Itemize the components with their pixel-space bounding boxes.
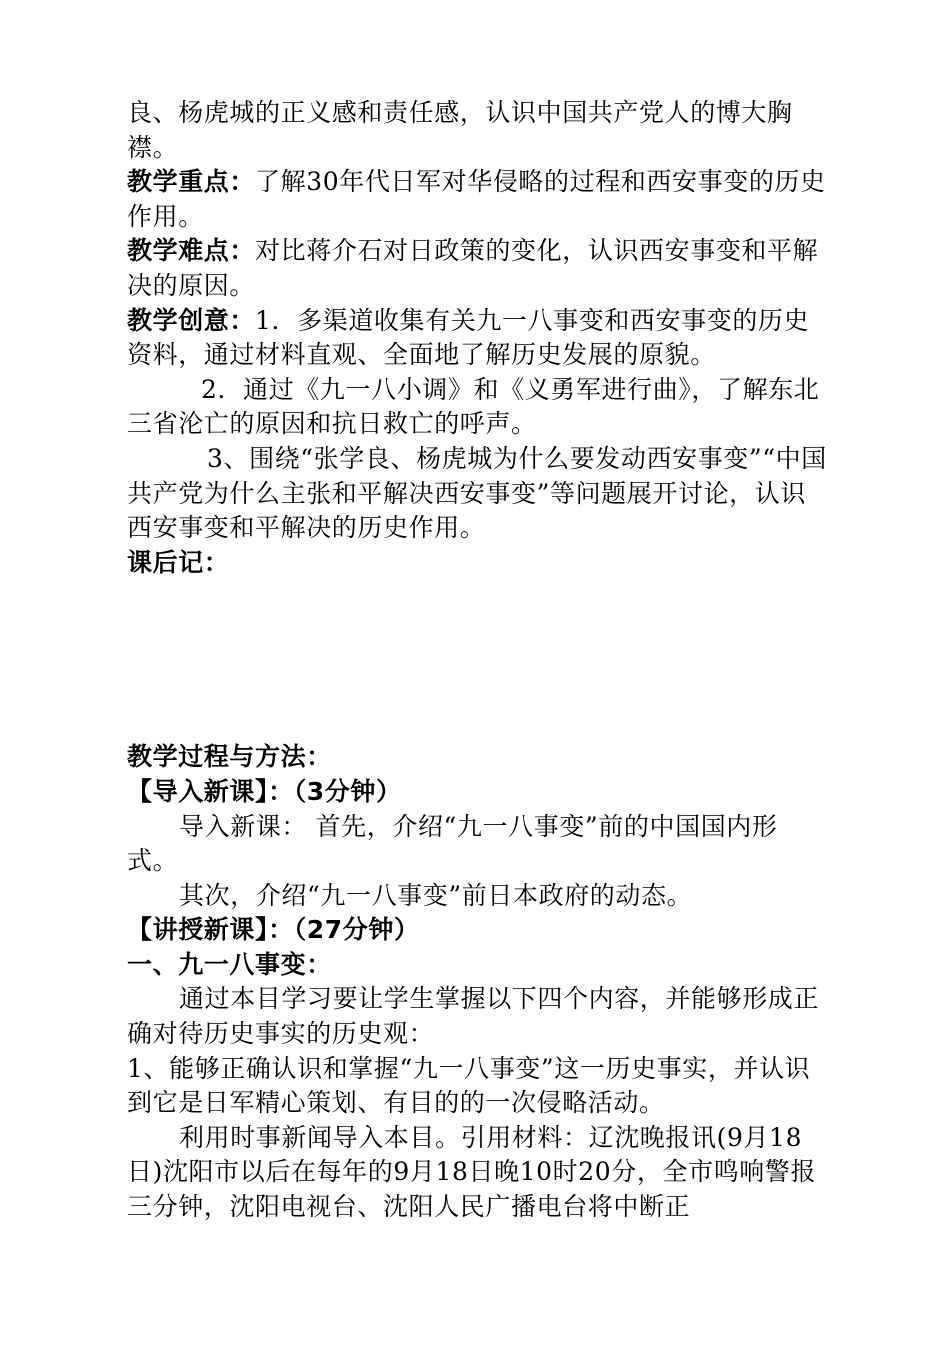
creativity-item-1: 1．多渠道收集有关九一八事变和西安事变的历史资料，通过材料直观、全面地了解历史发展的原貌。: [127, 305, 810, 370]
section-1-paragraph-1: 通过本目学习要让学生掌握以下四个内容，并能够形成正确对待历史事实的历史观：: [127, 984, 820, 1049]
section-1-paragraph-2: 1、能够正确认识和掌握“九一八事变”这一历史事实，并认识到它是日军精心策划、有目的的一次侵略活动。: [127, 1053, 811, 1118]
creativity-item-3: 3、围绕“张学良、杨虎城为什么要发动西安事变”“中国共产党为什么主张和平解决西安事变”等问题展开讨论，认识西安事变和平解决的历史作用。: [127, 443, 827, 543]
key-points: [127, 165, 827, 234]
objectives-tail: 良、杨虎城的正义感和责任感，认识中国共产党人的博大胸襟。: [127, 98, 793, 162]
document-body: [127, 96, 827, 1225]
creativity-item-2: 2．通过《九一八小调》和《义勇军进行曲》，了解东北三省沦亡的原因和抗日救亡的呼声。: [127, 374, 820, 439]
difficulties-text: 对比蒋介石对日政策的变化，认识西安事变和平解决的原因。: [127, 236, 819, 300]
after-class-label: 课后记：: [127, 547, 230, 577]
teach-heading: 【讲授新课】：（27分钟）: [127, 915, 420, 945]
difficulties-label: 教学难点：: [127, 236, 256, 266]
section-1-paragraph-3: 利用时事新闻导入本目。引用材料：辽沈晚报讯(9月18日)沈阳市以后在每年的9月18日晚10时20分，全市鸣响警报三分钟，沈阳电视台、沈阳人民广播电台将中断正: [127, 1122, 817, 1222]
intro-heading: 【导入新课】：（3分钟）: [127, 776, 402, 806]
difficulties: [127, 234, 827, 303]
process-heading: 教学过程与方法：: [127, 742, 332, 772]
section-1-heading: 一、九一八事变：: [127, 949, 332, 979]
creativity: [127, 304, 827, 373]
intro-paragraph-2: 其次，介绍“九一八事变”前日本政府的动态。: [179, 880, 693, 910]
intro-paragraph-1: 导入新课： 首先，介绍“九一八事变”前的中国国内形式。: [127, 811, 778, 876]
key-points-label: 教学重点：: [127, 167, 256, 197]
key-points-text: 了解30年代日军对华侵略的过程和西安事变的历史作用。: [127, 167, 826, 231]
creativity-label: 教学创意：: [127, 305, 256, 335]
blank-space: [127, 580, 827, 740]
